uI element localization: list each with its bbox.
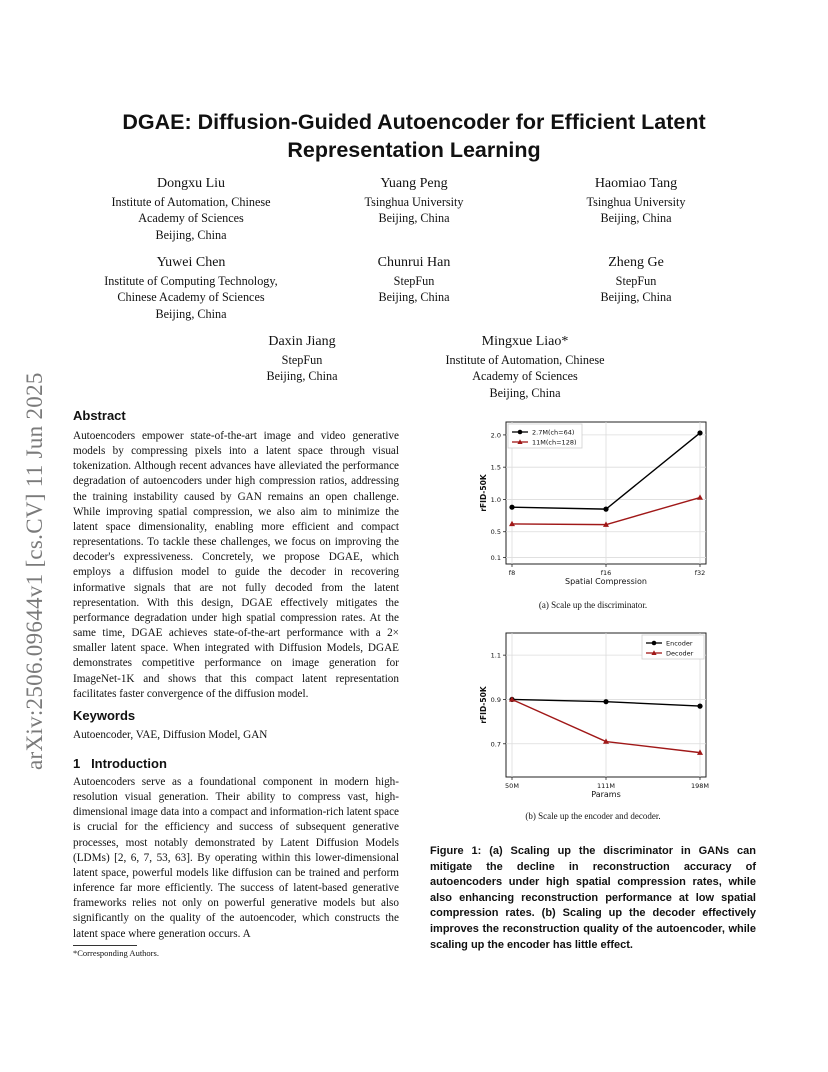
author-block (202, 333, 402, 385)
author-affil: Tsinghua University (364, 195, 464, 209)
author-block (314, 254, 514, 306)
x-axis-label: Spatial Compression (565, 577, 647, 586)
chart-a (470, 412, 730, 592)
author-affil: StepFun (281, 353, 323, 367)
x-tick-label: 50M (505, 782, 519, 790)
y-tick-label: 0.5 (490, 528, 501, 537)
x-axis-label: Params (591, 790, 621, 799)
author-affil: Beijing, China (155, 306, 227, 321)
author-block (91, 175, 291, 243)
intro-text (73, 775, 399, 942)
data-point (509, 505, 514, 510)
author-affil: StepFun (615, 274, 657, 288)
subcaption-b: (b) Scale up the encoder and decoder. (525, 811, 661, 821)
abstract-text (73, 429, 399, 702)
author-affil: Beijing, China (378, 211, 450, 226)
y-tick-label: 1.0 (490, 495, 501, 504)
y-tick-label: 1.5 (490, 463, 501, 472)
y-tick-label: 0.7 (490, 740, 501, 749)
author-affil: Chinese Academy of Sciences (117, 290, 265, 305)
footnote: *Corresponding Authors. (73, 948, 159, 958)
author-name: Yuwei Chen (156, 255, 226, 270)
data-point (603, 507, 608, 512)
author-name: Yuang Peng (380, 176, 448, 191)
data-point (697, 704, 702, 709)
legend-label: 11M(ch=128) (532, 438, 577, 447)
author-name: Dongxu Liu (156, 176, 226, 191)
data-point (603, 699, 608, 704)
y-tick-label: 0.9 (490, 695, 501, 704)
author-name: Chunrui Han (377, 255, 451, 270)
legend-marker (518, 430, 523, 435)
abstract-paragraph: Autoencoders empower state-of-the-art image and video generative models by compressing pixels into a latent space through visual tokenization. Although recent advances have alleviated the performance degradation of autoencoders under high compression ratios, addressing the training instability caused by GAN remains an open challenge. While improving spatial compression, we also aim to minimize the latent space dimensionality, enabling more efficient and compact representations. To tackle these challenges, we focus on improving the decoder's expressiveness. Concretely, we propose DGAE, which employs a diffusion model to guide the decoder in recovering informative signals that are not fully decoded from the latent representation. With this design, DGAE effectively mitigates the performance degradation under high spatial compression rates. At the same time, DGAE achieves state-of-the-art performance with a 2× smaller latent space. When integrated with Diffusion Models, DGAE demonstrates competitive performance on image generation for ImageNet-1K and shows that this compact latent representation facilitates faster convergence of the diffusion model. (73, 430, 399, 700)
author-affil: Institute of Automation, Chinese (111, 195, 271, 209)
author-block (86, 254, 296, 322)
subcaption-a: (a) Scale up the discriminator. (538, 600, 648, 610)
author-affil: StepFun (393, 274, 435, 288)
x-tick-label: 111M (596, 782, 616, 790)
keywords-text: Autoencoder, VAE, Diffusion Model, GAN (73, 729, 268, 741)
author-affil: Academy of Sciences (472, 369, 578, 384)
author-affil: Beijing, China (489, 385, 561, 400)
footnote-rule (73, 945, 137, 946)
data-point (697, 494, 703, 499)
author-affil: Tsinghua University (586, 195, 686, 209)
intro-heading: 1 Introduction (73, 756, 167, 771)
figure-caption: Figure 1: (a) Scaling up the discriminator in GANs can mitigate the decline in reconstruction accuracy of autoencoders under high spatial compression rates, while also enhancing reconstruction performance at low spatial compression rates. (b) Scaling up the decoder effectively improves the reconstruction quality of the autoencoder, while scaling up the encoder has little effect. (430, 845, 756, 951)
author-affil: Institute of Computing Technology, (104, 274, 278, 288)
legend-label: 2.7M(ch=64) (532, 428, 575, 437)
author-block (314, 175, 514, 227)
data-point (697, 430, 702, 435)
legend-marker (652, 641, 657, 646)
paper-title: DGAE: Diffusion-Guided Autoencoder for Efficient Latent Representation Learning (122, 110, 706, 162)
author-block (536, 175, 736, 227)
author-name: Zheng Ge (608, 255, 664, 270)
author-affil: Beijing, China (155, 227, 227, 242)
author-affil: Beijing, China (266, 369, 338, 384)
author-block (536, 254, 736, 306)
keywords-heading: Keywords (73, 708, 136, 723)
y-axis-label: rFID-50K (479, 474, 488, 512)
author-affil: Beijing, China (378, 290, 450, 305)
author-block (420, 333, 630, 401)
legend-label: Encoder (666, 639, 693, 648)
y-tick-label: 1.1 (490, 651, 501, 660)
legend-label: Decoder (666, 649, 694, 658)
x-tick-label: 198M (690, 782, 710, 790)
author-name: Daxin Jiang (268, 334, 336, 349)
chart-b (470, 625, 730, 800)
intro-paragraph: Autoencoders serve as a foundational component in modern high-resolution visual generation. Their ability to compress vast, high-dimensional image data into a compact and information-rich latent space is crucial for the efficiency and success of subsequent generative processes, most notably demonstrated by Latent Diffusion Models (LDMs) [2, 6, 7, 53, 63]. By operating within this lower-dimensional latent space, powerful models like diffusion can be trained and perform inference far more efficiently. The success of latent-based generative frameworks relies not only on powerful generative models but also significantly on the quality of the autoencoder, which constructs the latent space where generation occurs. A (73, 776, 399, 940)
author-affil: Beijing, China (600, 290, 672, 305)
y-axis-label: rFID-50K (479, 686, 488, 724)
author-affil: Beijing, China (600, 211, 672, 226)
x-tick-label: f8 (508, 569, 516, 577)
arxiv-stamp: arXiv:2506.09644v1 [cs.CV] 11 Jun 2025 (22, 372, 47, 770)
x-tick-label: f16 (600, 569, 612, 577)
author-name: Haomiao Tang (594, 176, 678, 191)
y-tick-label: 0.1 (490, 554, 501, 563)
author-affil: Institute of Automation, Chinese (445, 353, 605, 367)
y-tick-label: 2.0 (490, 431, 501, 440)
author-affil: Academy of Sciences (138, 211, 244, 226)
x-tick-label: f32 (694, 569, 706, 577)
author-name: Mingxue Liao* (481, 334, 569, 349)
abstract-heading: Abstract (73, 408, 126, 423)
